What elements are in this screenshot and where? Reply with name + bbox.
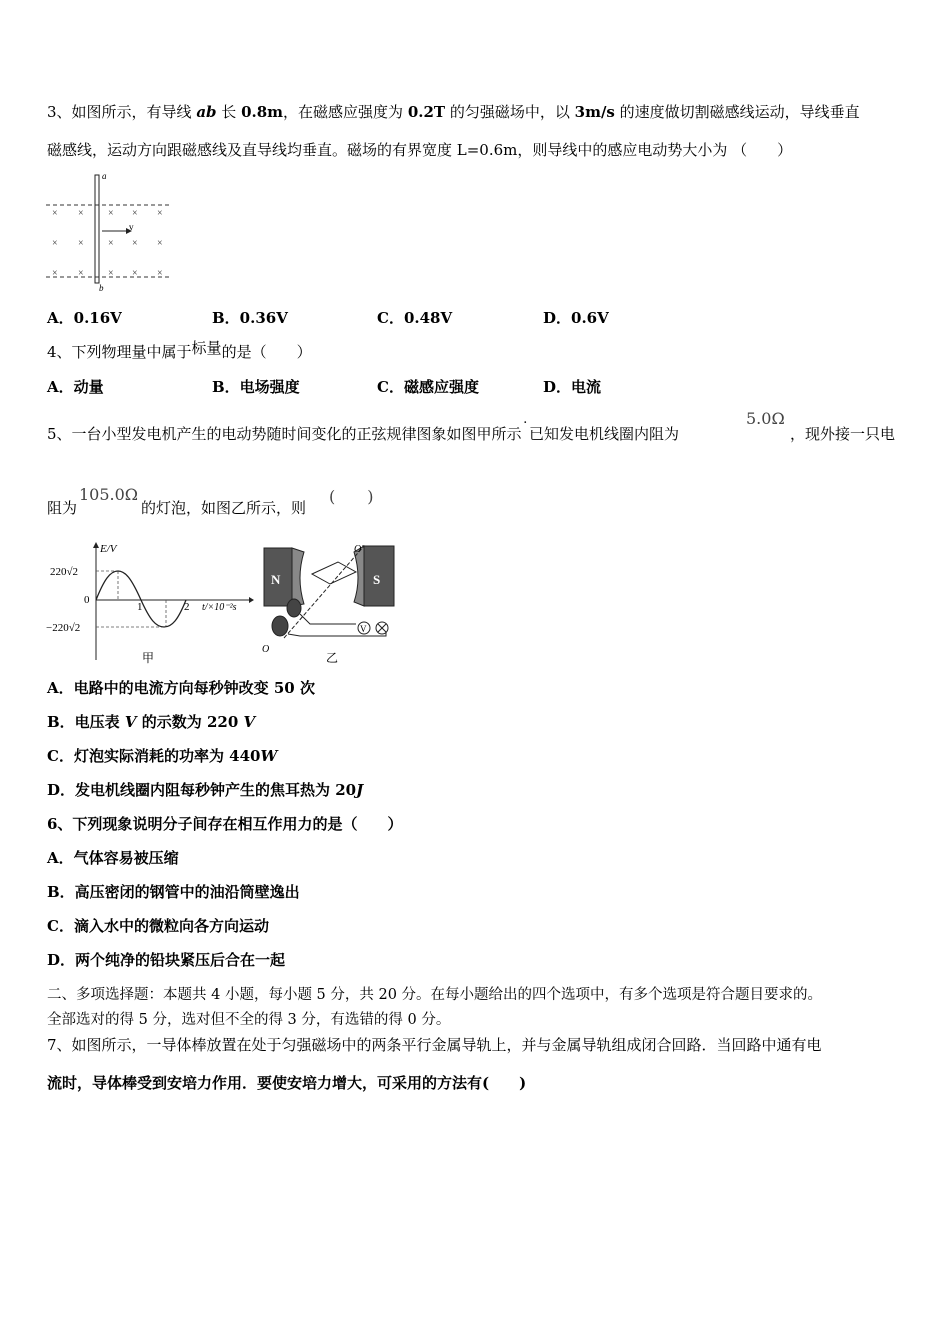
field-crosses xyxy=(52,208,163,279)
svg-text:×: × xyxy=(52,208,58,219)
svg-text:×: × xyxy=(132,238,138,249)
label-v-meter: V xyxy=(360,624,367,634)
label-s: S xyxy=(373,572,381,587)
x-tick-2: 2 xyxy=(184,601,190,613)
q6-option-a[interactable]: A．气体容易被压缩 xyxy=(47,849,179,867)
svg-text:×: × xyxy=(132,208,138,219)
q7-stem-line2: 流时，导体棒受到安培力作用．要使安培力增大，可采用的方法有( ) xyxy=(47,1074,527,1092)
figure-caption-jia: 甲 xyxy=(142,651,155,665)
q5-option-d[interactable]: D．发电机线圈内阻每秒钟产生的焦耳热为 20J xyxy=(47,781,364,799)
y-tick-top: 220√2 xyxy=(50,566,79,578)
q5-bulb-resistance: 105.0Ω xyxy=(79,485,139,504)
label-n: N xyxy=(271,572,281,587)
q3-stem-line1: 3、如图所示，有导线 ab 长 0.8m，在磁感应强度为 0.2T 的匀强磁场中，以 3m/s 的速度做切割磁感线运动，导线垂直 xyxy=(47,103,860,121)
y-tick-bottom: −220√2 xyxy=(46,622,81,634)
svg-text:×: × xyxy=(78,208,84,219)
y-axis-label: E/V xyxy=(100,543,117,555)
q5-figure-yi xyxy=(260,540,400,666)
q4-stem: 4、下列物理量中属于标量的是（ ） xyxy=(47,339,312,361)
q5-option-c[interactable]: C．灯泡实际消耗的功率为 440W xyxy=(47,747,278,765)
q5-figure-jia xyxy=(44,540,254,666)
svg-text:×: × xyxy=(157,208,163,219)
sine-curve xyxy=(96,571,186,627)
svg-text:×: × xyxy=(157,238,163,249)
q5-option-b[interactable]: B．电压表 V 的示数为 220 V xyxy=(47,713,256,731)
svg-text:×: × xyxy=(78,268,84,279)
q4-option-b[interactable]: B．电场强度 xyxy=(212,378,300,396)
section2-heading-line2: 全部选对的得 5 分，选对但不全的得 3 分，有选错的得 0 分。 xyxy=(47,1012,451,1028)
figure-caption-yi: 乙 xyxy=(326,651,339,665)
q5-inner-resistance: 5.0Ω xyxy=(746,409,785,428)
q6-stem: 6、下列现象说明分子间存在相互作用力的是（ ） xyxy=(47,815,403,833)
label-o: O xyxy=(262,644,270,655)
svg-text:×: × xyxy=(157,268,163,279)
q3-stem-line2: 磁感线，运动方向跟磁感线及直导线均垂直。磁场的有界宽度 L=0.6m，则导线中的感应电动势大小为 （ ） xyxy=(47,141,793,159)
q6-option-c[interactable]: C．滴入水中的微粒向各方向运动 xyxy=(47,917,269,935)
x-tick-1: 1 xyxy=(137,601,143,613)
q4-option-d[interactable]: D．电流 xyxy=(543,378,602,396)
q3-option-a[interactable]: A．0.16V xyxy=(47,309,122,327)
q5-answer-paren: ( ) xyxy=(329,487,374,506)
section2-heading-line1: 二、多项选择题：本题共 4 小题，每小题 5 分，共 20 分。在每小题给出的四个选项中，有多个选项是符合题目要求的。 xyxy=(47,987,823,1003)
svg-text:×: × xyxy=(132,268,138,279)
svg-text:×: × xyxy=(52,238,58,249)
q4-option-a[interactable]: A．动量 xyxy=(47,378,104,396)
origin-label: 0 xyxy=(84,594,90,606)
label-a: a xyxy=(102,172,107,181)
q6-option-d[interactable]: D．两个纯净的铅块紧压后合在一起 xyxy=(47,951,286,969)
q3-option-b[interactable]: B．0.36V xyxy=(212,309,288,327)
q5-option-a[interactable]: A．电路中的电流方向每秒钟改变 50 次 xyxy=(47,679,315,697)
coil xyxy=(312,562,356,584)
q3-option-d[interactable]: D．0.6V xyxy=(543,309,609,327)
q5-stem-line2: 阻为 xyxy=(47,499,78,517)
q4-option-c[interactable]: C．磁感应强度 xyxy=(377,378,479,396)
q5-stem-line2-end: 的灯泡，如图乙所示，则 xyxy=(141,499,307,517)
q6-option-b[interactable]: B．高压密闭的钢管中的油沿筒壁逸出 xyxy=(47,883,300,901)
svg-text:×: × xyxy=(108,268,114,279)
q3-magnetic-field-figure xyxy=(44,172,174,294)
svg-text:×: × xyxy=(108,208,114,219)
svg-text:×: × xyxy=(52,268,58,279)
q5-stem-line1-end: ，现外接一只电 xyxy=(790,425,896,443)
q3-option-c[interactable]: C．0.48V xyxy=(377,309,453,327)
q5-stem-line1: 5、一台小型发电机产生的电动势随时间变化的正弦规律图象如图甲所示˙已知发电机线圈内阻为 xyxy=(47,419,680,443)
svg-text:×: × xyxy=(78,238,84,249)
x-axis-label: t/×10⁻²s xyxy=(202,602,237,613)
label-o-prime: O′ xyxy=(354,544,364,555)
label-b: b xyxy=(99,283,104,293)
q7-stem-line1: 7、如图所示，一导体棒放置在处于匀强磁场中的两条平行金属导轨上，并与金属导轨组成闭合回路．当回路中通有电 xyxy=(47,1036,822,1054)
svg-text:×: × xyxy=(108,238,114,249)
label-v: v xyxy=(129,222,134,232)
